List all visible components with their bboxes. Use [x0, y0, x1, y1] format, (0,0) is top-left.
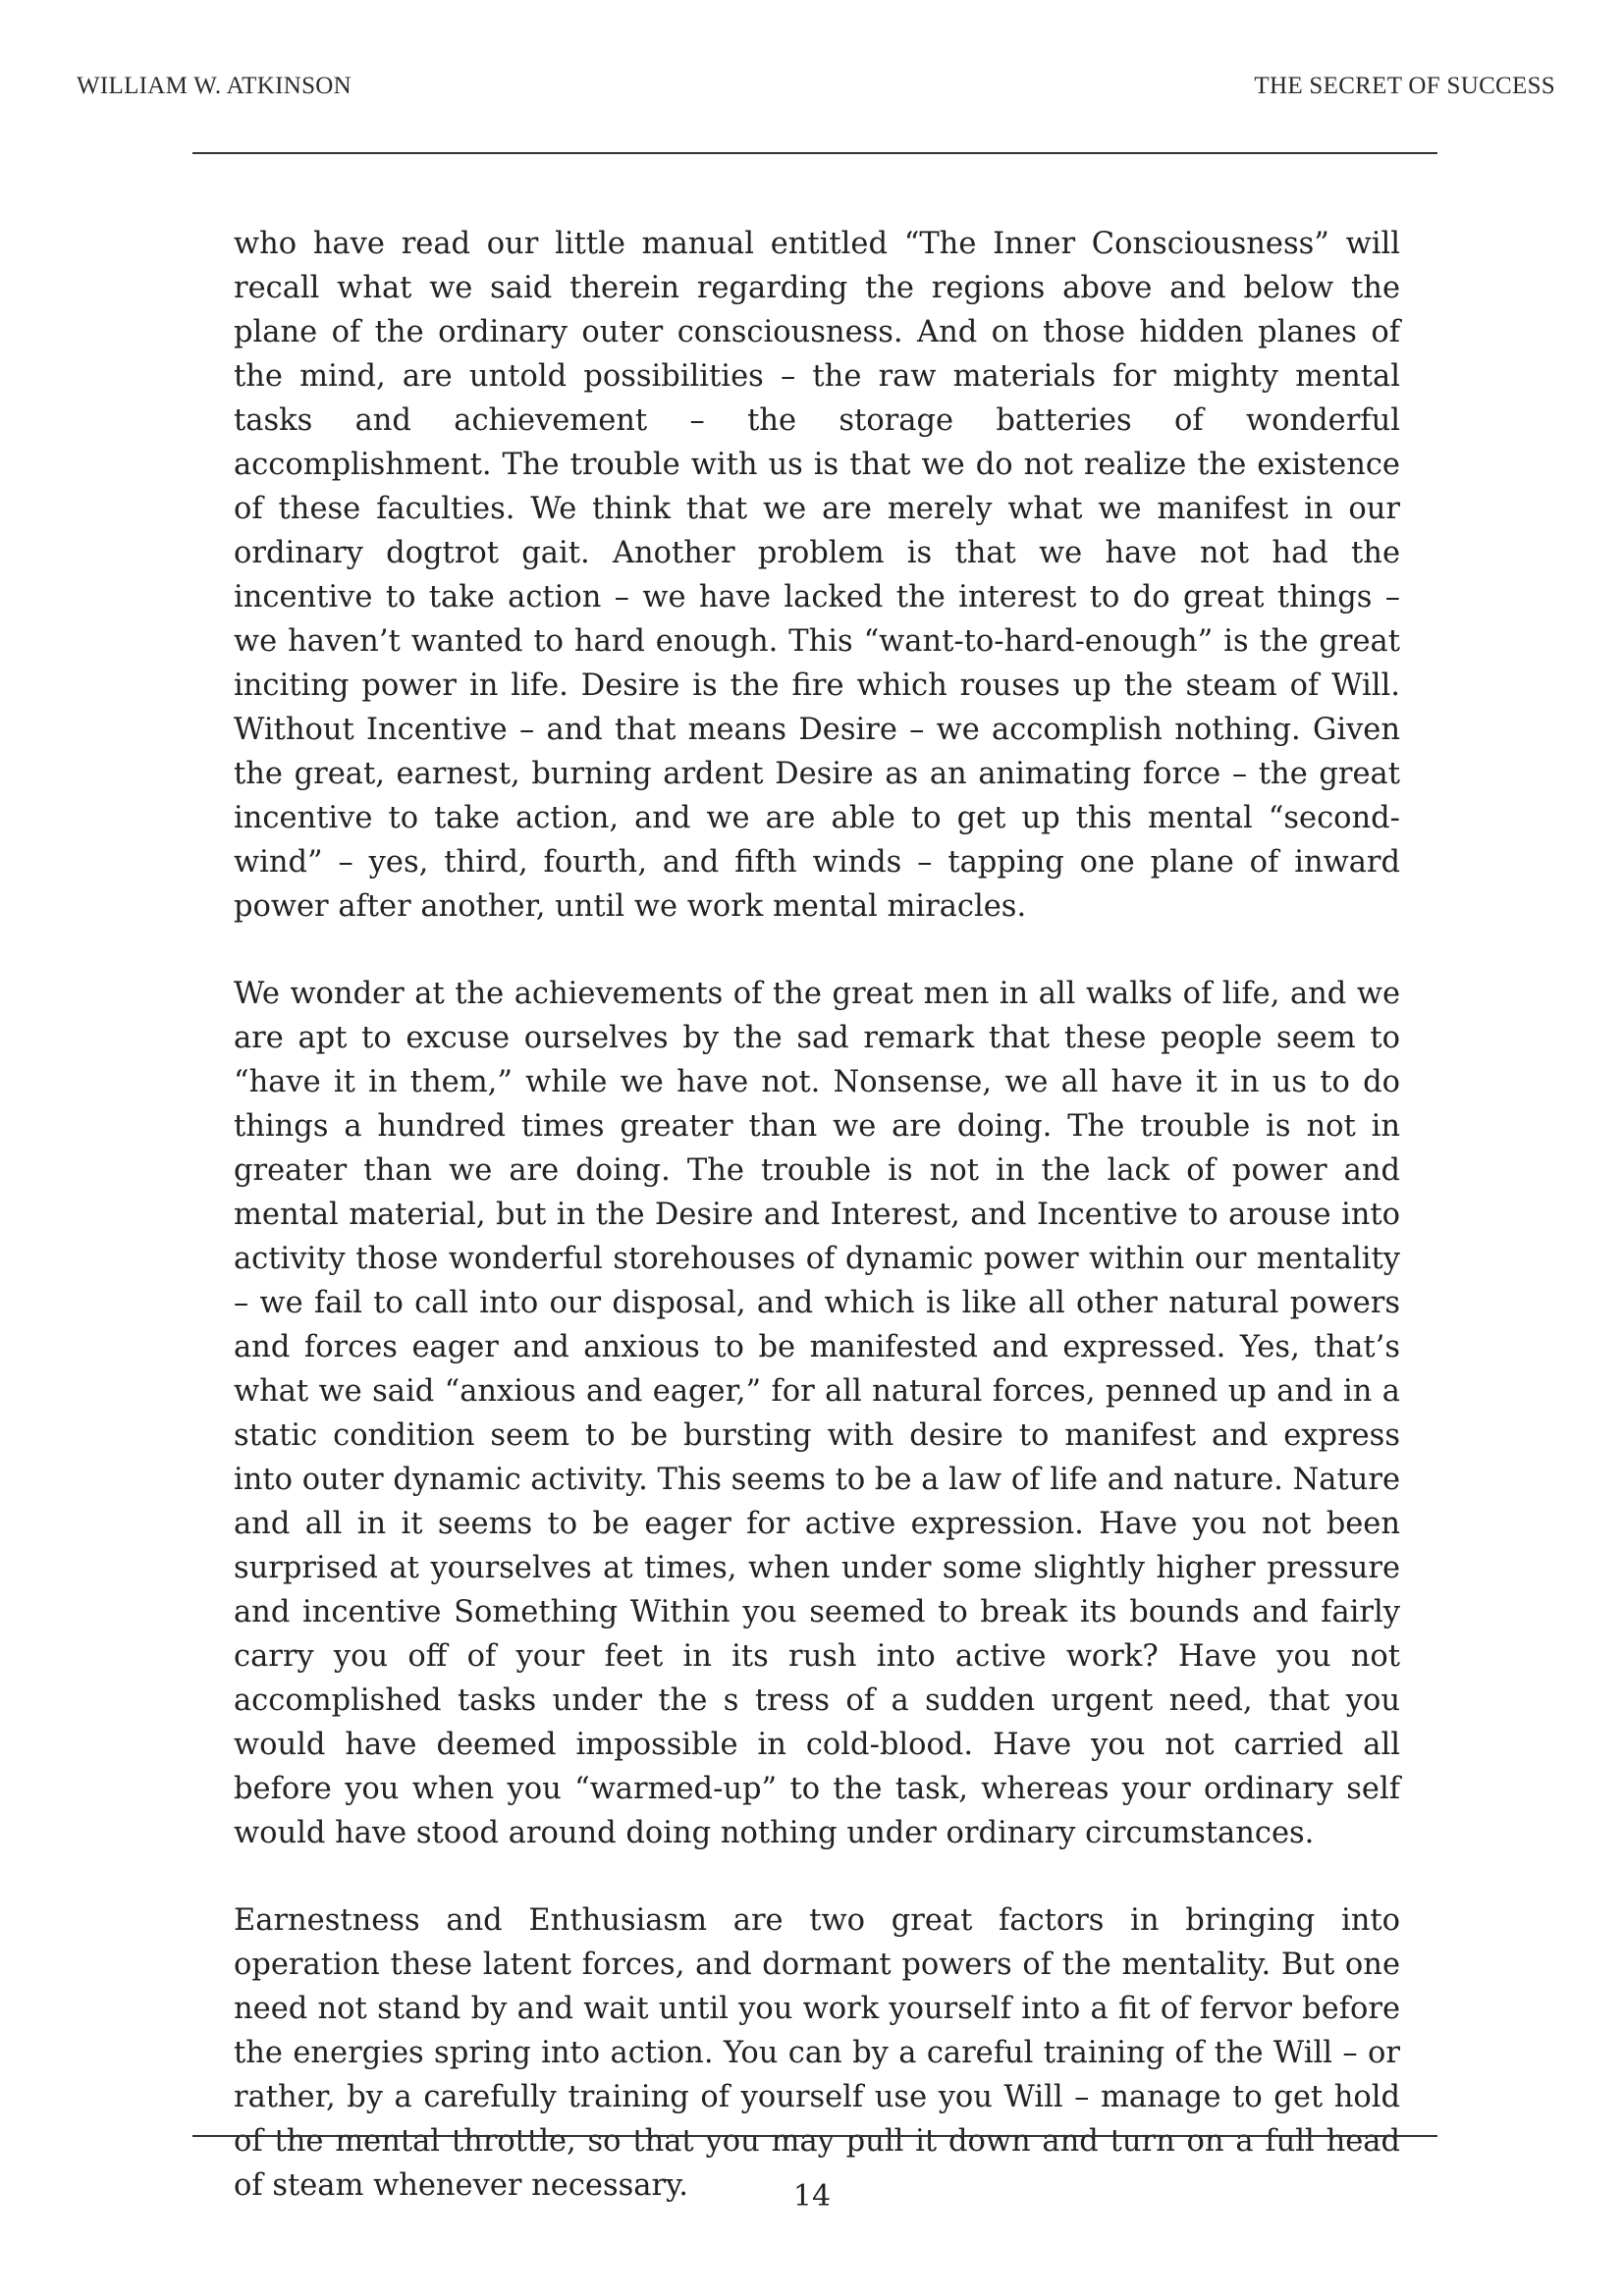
- running-head-book-title: THE SECRET OF SUCCESS: [1254, 73, 1555, 99]
- page-number: 14: [792, 2179, 832, 2214]
- running-head-author: WILLIAM W. ATKINSON: [77, 73, 352, 99]
- footer-divider: [192, 2135, 1437, 2137]
- paragraph-3: Earnestness and Enthusiasm are two great factors in bringing into operation these latent forces, and dormant powers of the mentality. But one need not stand by and wait until you work yourself into a fit of fervor before the energies spring into action. You can by a careful training of the Will – or rather, by a carefully training of yourself use you Will – manage to get hold of the mental throttle, so that you may pull it down and turn on a full head of steam whenever necessary.: [234, 1903, 1400, 2203]
- paragraph-1: who have read our little manual entitled “The Inner Consciousness” will recall what we said therein regarding the regions above and below the plane of the ordinary outer consciousness. And on those hidden planes of the mind, are untold possibilities – the raw materials for mighty mental tasks and achievement – the storage batteries of wonderful accomplishment. The trouble with us is that we do not realize the existence of these faculties. We think that we are merely what we manifest in our ordinary dogtrot gait. Another problem is that we have not had the incentive to take action – we have lacked the interest to do great things – we haven’t wanted to hard enough. This “want-to-hard-enough” is the great inciting power in life. Desire is the fire which rouses up the steam of Will. Without Incentive – and that means Desire – we accomplish nothing. Given the great, earnest, burning ardent Desire as an animating force – the great incentive to take action, and we are able to get up this mental “second-wind” – yes, third, fourth, and fifth winds – tapping one plane of inward power after another, until we work mental miracles.: [234, 227, 1400, 924]
- header-divider: [192, 152, 1437, 154]
- page-body: [234, 222, 1400, 2251]
- paragraph-2: We wonder at the achievements of the great men in all walks of life, and we are apt to excuse ourselves by the sad remark that these people seem to “have it in them,” while we have not. Nonsense, we all have it in us to do things a hundred times greater than we are doing. The trouble is not in greater than we are doing. The trouble is not in the lack of power and mental material, but in the Desire and Interest, and Incentive to arouse into activity those wonderful storehouses of dynamic power within our mentality – we fail to call into our disposal, and which is like all other natural powers and forces eager and anxious to be manifested and expressed. Yes, that’s what we said “anxious and eager,” for all natural forces, penned up and in a static condition seem to be bursting with desire to manifest and express into outer dynamic activity. This seems to be a law of life and nature. Nature and all in it seems to be eager for active expression. Have you not been surprised at yourselves at times, when under some slightly higher pressure and incentive Something Within you seemed to break its bounds and fairly carry you off of your feet in its rush into active work? Have you not accomplished tasks under the s tress of a sudden urgent need, that you would have deemed impossible in cold-blood. Have you not carried all before you when you “warmed-up” to the task, whereas your ordinary self would have stood around doing nothing under ordinary circumstances.: [234, 977, 1400, 1850]
